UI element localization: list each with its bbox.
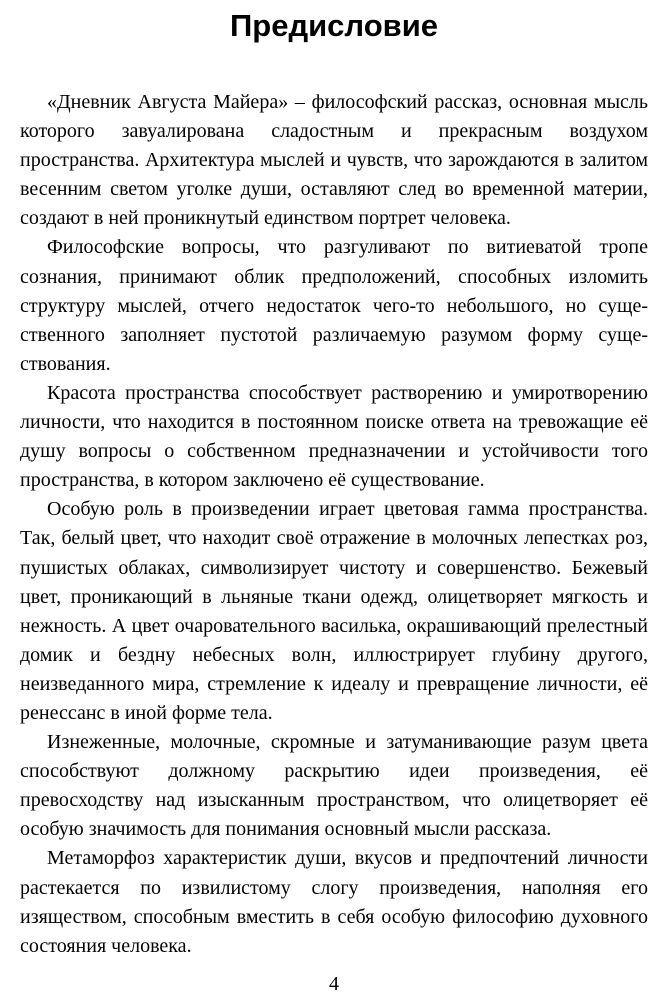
page-number: 4 — [329, 973, 339, 995]
paragraph: Красота пространства способствует растворению и умиротворению личности, что находится в постоянном поиске ответа на тревожащие её душу вопросы о собственном предназначении и устойчивости того пространства, в котором заключено её существование. — [20, 381, 648, 492]
paragraph: Философские вопросы, что разгуливают по витиеватой тропе сознания, принимают облик предположений, способных изломить структуру мыслей, отчего недостаток чего-то небольшого, но существенного заполняет пустотой различаемую разумом форму существования. — [20, 236, 648, 375]
paragraph: «Дневник Августа Майера» – философский рассказ, основная мысль которого завуалирована сладостным и прекрасным воздухом пространства. Архитектура мыслей и чувств, что зарождаются в залитом весенним светом уголке души, оставляют след во временной материи, создают в ней проникнутый единством портрет человека. — [20, 91, 648, 230]
page-title: Предисловие — [229, 8, 438, 43]
paragraph: Особую роль в произведении играет цветовая гамма пространства. Так, белый цвет, что находит своё отражение в молочных лепестках роз, пушистых облаках, символизирует чистоту и совершенство. Бежевый цвет, проникающий в льняные ткани одежд, олицетворяет мягкость и нежность. А цвет очаровательного василька, окрашивающий прелестный домик и бездну небесных волн, иллюстрирует глубину другого, неизведанного мира, стремление к идеалу и превращение личности, её ренессанс в иной форме тела. — [20, 498, 648, 724]
paragraph: Метаморфоз характеристик души, вкусов и предпочтений личности растекается по извилистому слогу произведения, наполняя его изяществом, способным вместить в себя особую философию духовного состояния человека. — [20, 847, 648, 957]
paragraph: Изнеженные, молочные, скромные и затуманивающие разум цвета способствуют должному раскрытию идеи произведения, её превосходству над изысканным пространством, что олицетворяет её особую значимость для понимания основный мысли рассказа. — [20, 731, 648, 841]
preface-body — [20, 88, 648, 961]
